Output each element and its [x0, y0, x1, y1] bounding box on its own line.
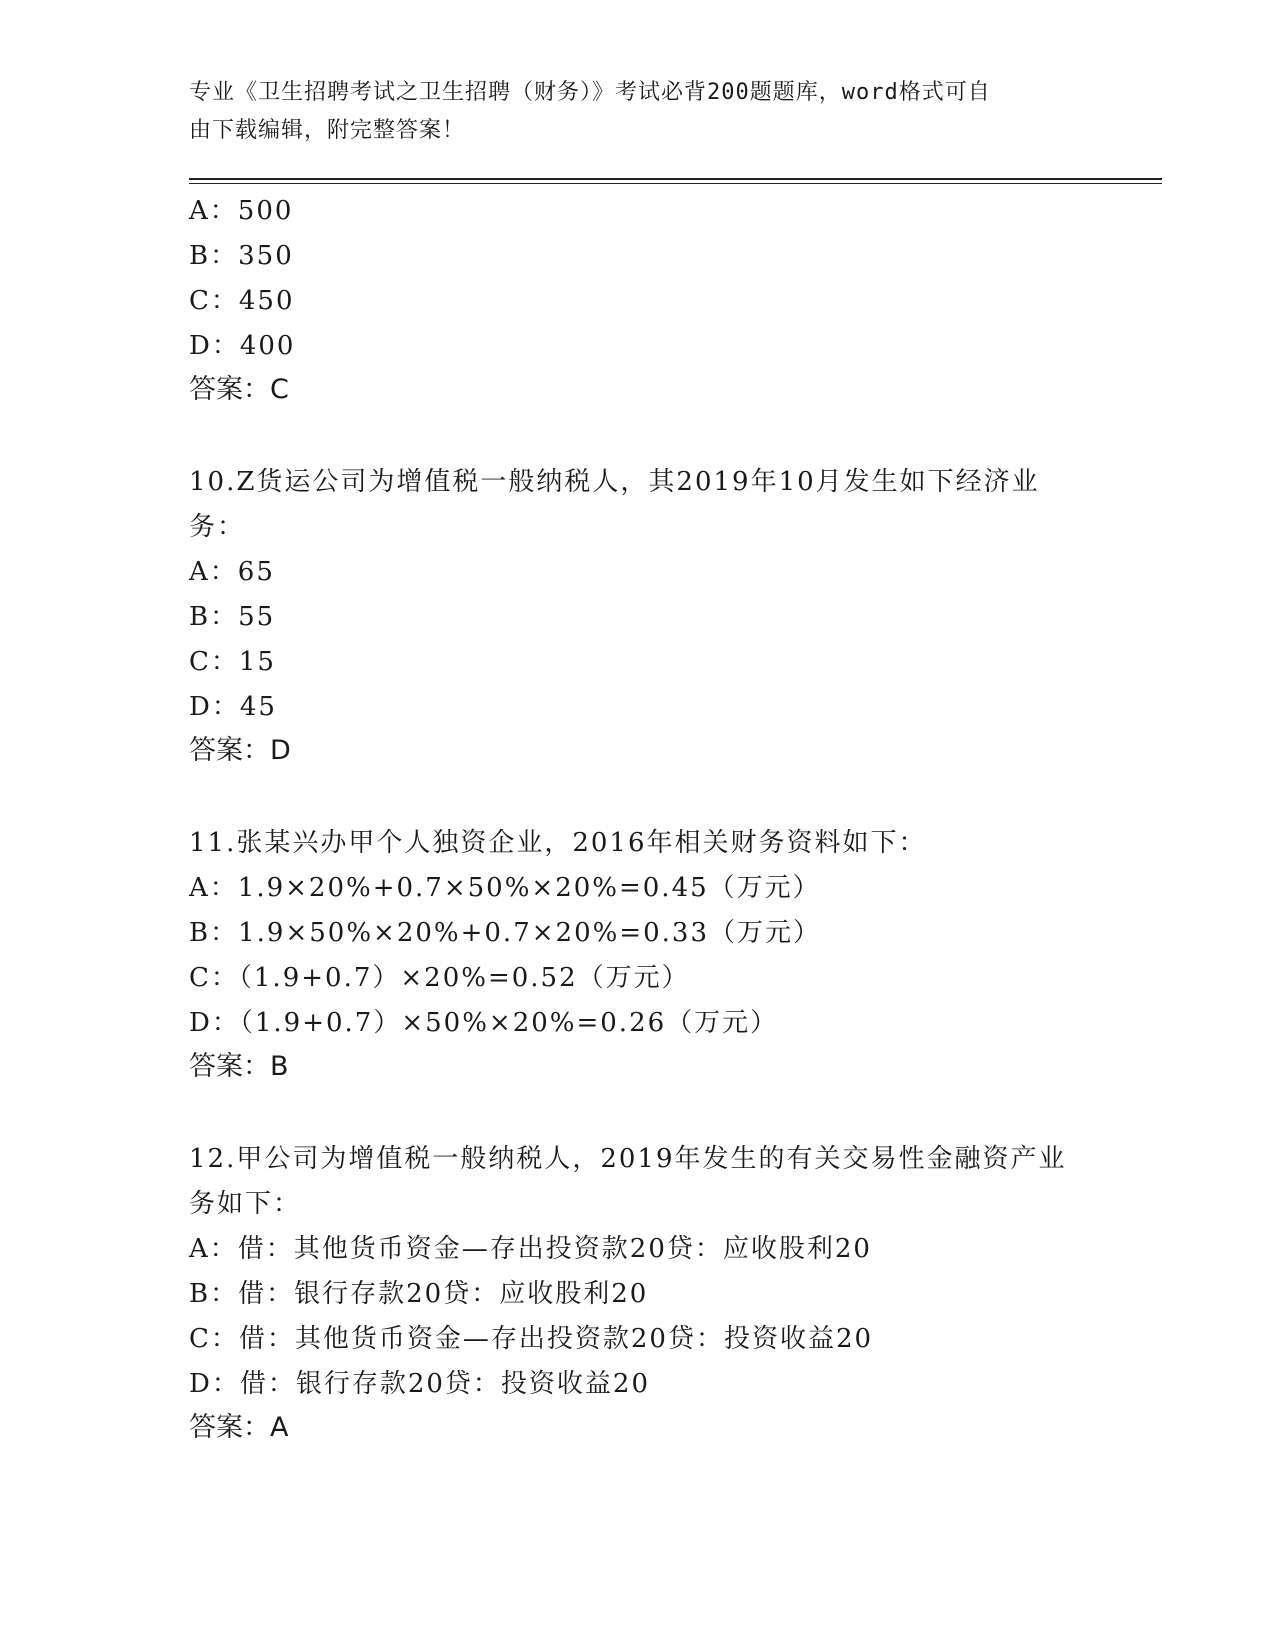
- q12-answer: 答案：A: [189, 1412, 289, 1443]
- q10-option-b: B：55: [189, 602, 276, 632]
- q12-option-d: D：借：银行存款20贷：投资收益20: [189, 1369, 651, 1399]
- q11-option-a: A：1.9×20%+0.7×50%×20%=0.45（万元）: [189, 873, 821, 903]
- q9-option-d: D：400: [189, 331, 296, 361]
- q12-question-line-2: 务如下：: [189, 1189, 302, 1219]
- document-header: [189, 74, 1079, 150]
- header-divider-thin: [189, 183, 1162, 184]
- q12-question-line-1: 12.甲公司为增值税一般纳税人，2019年发生的有关交易性金融资产业: [189, 1144, 1067, 1174]
- header-line-2: 由下载编辑，附完整答案！: [189, 118, 466, 143]
- q10-question-line-2: 务：: [189, 512, 246, 542]
- q11-option-c: C：（1.9+0.7）×20%=0.52（万元）: [189, 963, 690, 993]
- q10-option-d: D：45: [189, 692, 277, 722]
- q10-question-line-1: 10.Z货运公司为增值税一般纳税人，其2019年10月发生如下经济业: [189, 467, 1040, 497]
- q10-option-a: A：65: [189, 557, 275, 587]
- header-line-1: 专业《卫生招聘考试之卫生招聘（财务）》考试必背200题题库，word格式可自: [189, 80, 991, 105]
- q9-answer: 答案：C: [189, 374, 289, 405]
- q11-option-b: B：1.9×50%×20%+0.7×20%=0.33（万元）: [189, 918, 821, 948]
- q11-answer: 答案：B: [189, 1051, 289, 1082]
- header-divider: [189, 178, 1162, 180]
- q12-option-a: A：借：其他货币资金—存出投资款20贷：应收股利20: [189, 1234, 872, 1264]
- q11-question-line-1: 11.张某兴办甲个人独资企业，2016年相关财务资料如下：: [189, 828, 927, 858]
- q9-option-b: B：350: [189, 241, 294, 271]
- q12-option-c: C：借：其他货币资金—存出投资款20贷：投资收益20: [189, 1324, 874, 1354]
- q10-option-c: C：15: [189, 647, 276, 677]
- q11-option-d: D：（1.9+0.7）×50%×20%=0.26（万元）: [189, 1008, 779, 1038]
- q12-option-b: B：借：银行存款20贷：应收股利20: [189, 1279, 649, 1309]
- q9-option-a: A：500: [189, 196, 294, 226]
- q10-answer: 答案：D: [189, 735, 291, 766]
- q9-option-c: C：450: [189, 286, 295, 316]
